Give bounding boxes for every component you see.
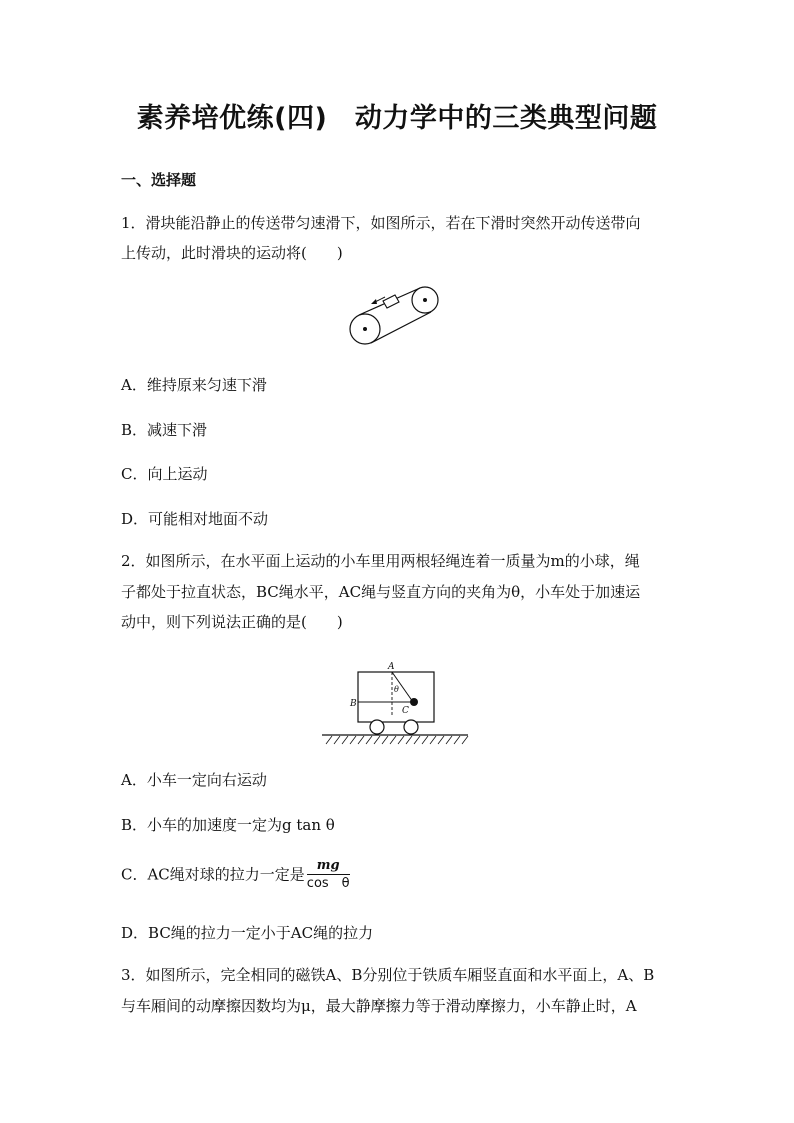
q1-stem-line1: 1．滑块能沿静止的传送带匀速滑下，如图所示，若在下滑时突然开动传送带向 xyxy=(121,214,641,232)
wheel-right xyxy=(404,720,418,734)
conveyor-belt-figure xyxy=(345,283,445,349)
q3-stem-line2: 与车厢间的动摩擦因数均为μ，最大静摩擦力等于滑动摩擦力，小车静止时，A xyxy=(121,997,637,1015)
q2-option-a: A．小车一定向右运动 xyxy=(121,771,267,789)
q3-stem-line1: 3．如图所示，完全相同的磁铁A、B分别位于铁质车厢竖直面和水平面上，A、B xyxy=(121,966,655,984)
q2-stem-line3: 动中，则下列说法正确的是( ) xyxy=(121,613,343,631)
label-a: A xyxy=(388,662,395,672)
q2-option-c xyxy=(121,858,350,893)
fraction-numerator: mg xyxy=(307,858,350,875)
q2-option-c-text: C．AC绳对球的拉力一定是 xyxy=(121,865,305,884)
q2-option-c-fraction xyxy=(307,858,350,893)
q1-stem-line2: 上传动，此时滑块的运动将( ) xyxy=(121,244,343,262)
label-b: B xyxy=(350,699,357,709)
cart-body xyxy=(358,672,434,722)
slider-block xyxy=(383,295,399,308)
fraction-denominator: cos θ xyxy=(306,876,350,891)
wheel-left xyxy=(370,720,384,734)
q1-option-d: D．可能相对地面不动 xyxy=(121,510,269,528)
q2-option-b: B．小车的加速度一定为g tan θ xyxy=(121,816,335,834)
ground-hatch xyxy=(326,736,468,744)
q2-stem-line2: 子都处于拉直状态，BC绳水平，AC绳与竖直方向的夹角为θ，小车处于加速运 xyxy=(121,583,641,601)
cart-figure xyxy=(320,660,470,746)
label-theta: θ xyxy=(394,685,399,694)
q2-option-d: D．BC绳的拉力一定小于AC绳的拉力 xyxy=(121,924,374,942)
page-title: 素养培优练(四) 动力学中的三类典型问题 xyxy=(136,103,658,134)
label-c: C xyxy=(402,706,409,716)
q1-option-b: B．减速下滑 xyxy=(121,421,208,439)
q1-option-a: A．维持原来匀速下滑 xyxy=(121,376,267,394)
q1-option-c: C．向上运动 xyxy=(121,465,208,483)
section-heading: 一、选择题 xyxy=(121,171,197,189)
arrow-icon xyxy=(371,299,377,304)
ball xyxy=(410,698,418,706)
q2-stem-line1: 2．如图所示，在水平面上运动的小车里用两根轻绳连着一质量为m的小球，绳 xyxy=(121,552,640,570)
